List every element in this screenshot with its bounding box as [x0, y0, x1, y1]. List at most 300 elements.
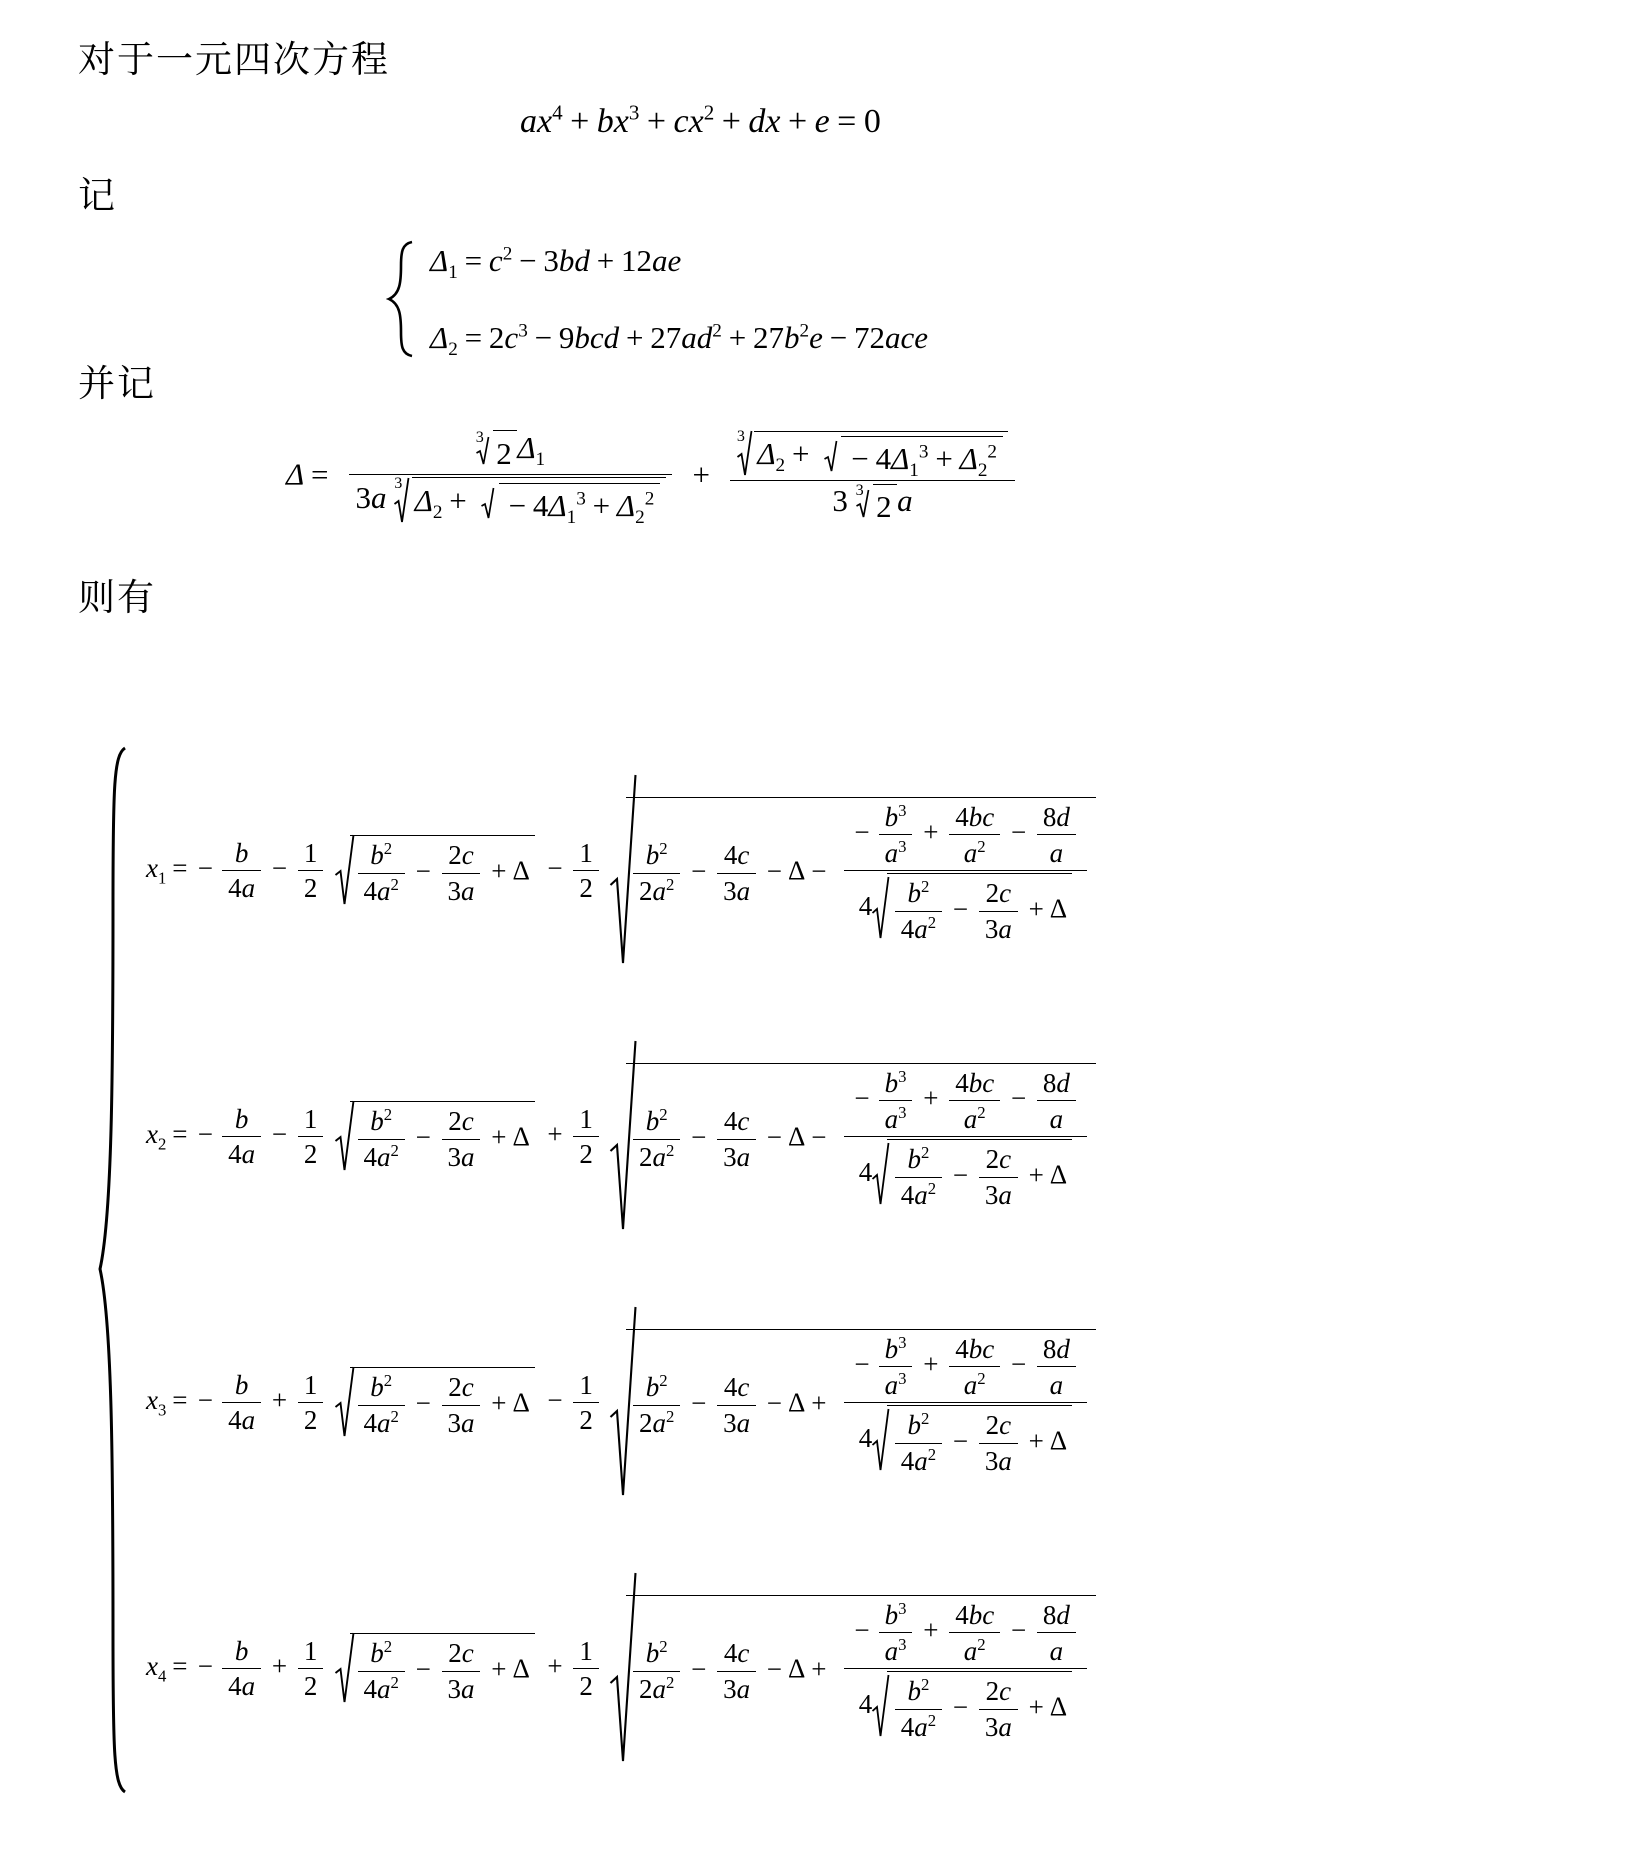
- numerator-b: b: [234, 1635, 249, 1666]
- numerator-2c: 2c: [985, 1410, 1012, 1441]
- numerator-b2: $b^2$: [645, 1370, 668, 1402]
- minus-sign: −: [952, 1691, 969, 1722]
- minus-sign: −: [851, 441, 869, 477]
- coef-a: a: [520, 103, 537, 140]
- denominator-a2: $a^2$: [949, 834, 1000, 868]
- sqrt-expression-B: [610, 1039, 1096, 1235]
- b2-over-4a2: [353, 1106, 410, 1173]
- exp-3: 3: [576, 489, 586, 511]
- minus-sign: −: [854, 1083, 870, 1114]
- denominator-4a2: $4a^2$: [358, 1671, 405, 1705]
- roots-rows: [130, 745, 1096, 1795]
- numerator-b2: $b^2$: [645, 1104, 668, 1136]
- minus-sign: −: [854, 1349, 870, 1380]
- numerator-b2: $b^2$: [907, 1675, 930, 1707]
- sqrt-expression-A-nested: [872, 1671, 1072, 1743]
- b-over-4a: [217, 1636, 266, 1703]
- numerator-b2: $b^2$: [907, 1409, 930, 1441]
- left-brace-icon: [96, 745, 130, 1795]
- numerator-1: 1: [303, 1369, 318, 1400]
- term-e: e: [667, 242, 682, 278]
- denominator-3a: 3a: [979, 1177, 1018, 1211]
- coef-4: 4: [875, 441, 892, 477]
- 2c-over-3a: [974, 878, 1023, 945]
- minus-sign: −: [952, 1159, 969, 1190]
- radical-sign-icon: [824, 440, 841, 474]
- delta2-symbol: Δ: [757, 435, 776, 471]
- denominator-2a2: $2a^2$: [633, 1405, 680, 1439]
- delta-term2-denominator: [730, 480, 1015, 525]
- minus-sign: −: [952, 1425, 969, 1456]
- numerator-2c: 2c: [448, 840, 474, 870]
- 2c-over-3a: [437, 1638, 486, 1705]
- coef-3: 3: [832, 483, 848, 519]
- coef-4: 4: [858, 1157, 873, 1188]
- denominator-3a: 3a: [442, 1671, 481, 1705]
- delta-symbol: Δ: [787, 1121, 806, 1152]
- denominator-4a2: $4a^2$: [895, 1443, 942, 1477]
- sqrt-expression-B: [610, 1571, 1096, 1767]
- root-subscript: 4: [157, 1666, 167, 1686]
- 2c-over-3a: [437, 1372, 486, 1439]
- radical-sign-icon: [872, 876, 887, 942]
- denominator-2: 2: [298, 1402, 323, 1436]
- note-ji: 记: [78, 174, 117, 217]
- term-c: c: [488, 242, 503, 278]
- minus-sign: −: [766, 1653, 783, 1684]
- b-over-4a: [217, 1370, 266, 1437]
- denominator-4a2: $4a^2$: [358, 1139, 405, 1173]
- root-subscript: 2: [157, 1134, 167, 1154]
- 8d-over-a: [1032, 802, 1081, 869]
- numerator-1: 1: [579, 837, 593, 868]
- radicand-A-nested: [887, 1139, 1072, 1211]
- tail-denominator: [844, 870, 1087, 945]
- denominator-3a: 3a: [979, 1709, 1018, 1743]
- numerator-b2: $b^2$: [907, 1143, 930, 1175]
- denominator-3a: 3a: [717, 1139, 756, 1173]
- radicand-A: [350, 835, 535, 907]
- numerator-4bc: 4bc: [955, 1333, 995, 1364]
- radical-sign-icon: [872, 1408, 887, 1474]
- numerator-b2: $b^2$: [370, 1105, 393, 1136]
- radicand-A-nested: [887, 1671, 1072, 1743]
- delta2-subscript: 2: [448, 338, 458, 360]
- radicand: 2: [873, 484, 897, 525]
- plus-sign: +: [491, 1653, 507, 1684]
- delta2-symbol: Δ: [430, 319, 449, 355]
- tail-numerator: [844, 1334, 1087, 1402]
- delta2-subscript: 2: [775, 455, 786, 477]
- denominator-4a: 4a: [222, 870, 261, 904]
- 4c-over-3a: [712, 840, 761, 907]
- sqrt-expression-A-nested: [872, 1405, 1072, 1477]
- delta-symbol: Δ: [787, 1387, 806, 1418]
- plus-sign: +: [491, 855, 507, 886]
- b2-over-2a2: [628, 840, 685, 907]
- root-equation-x2: [146, 1031, 1096, 1243]
- coef-4: 4: [858, 891, 873, 922]
- delta2-symbol: Δ: [959, 441, 978, 477]
- numerator-b3: $b^3$: [884, 1066, 907, 1098]
- equals-sign: =: [464, 242, 483, 278]
- 2c-over-3a: [974, 1410, 1023, 1477]
- sign-before-radB: +: [547, 1119, 563, 1150]
- coef-e: e: [814, 103, 830, 140]
- coef-27b: 27: [753, 319, 784, 355]
- numerator-4bc: 4bc: [955, 801, 995, 832]
- numerator-b: b: [234, 1103, 249, 1134]
- delta-symbol: Δ: [512, 855, 530, 886]
- b-over-4a: [217, 838, 266, 905]
- 2c-over-3a: [437, 840, 486, 907]
- denominator-a: a: [1037, 1366, 1076, 1400]
- cube-root-2: [856, 483, 898, 525]
- exp-2: 2: [502, 243, 513, 265]
- sign-before-radA: −: [271, 853, 288, 884]
- coef-b: b: [596, 103, 614, 140]
- denominator-2: 2: [573, 870, 598, 904]
- numerator-2c: 2c: [985, 878, 1012, 909]
- denominator-a: a: [1037, 1632, 1076, 1666]
- sqrt-expression-A: [335, 1366, 535, 1440]
- coef-9: 9: [558, 319, 575, 355]
- minus-sign: −: [1010, 1615, 1027, 1646]
- intro-text: 对于一元四次方程: [78, 38, 390, 81]
- denominator-4a: 4a: [222, 1668, 261, 1702]
- plus-sign: +: [935, 441, 953, 477]
- plus-sign: +: [721, 103, 741, 140]
- root-var: x: [146, 1119, 158, 1150]
- b2-over-2a2: [628, 1106, 685, 1173]
- denominator-a3: $a^3$: [879, 1366, 913, 1400]
- minus-sign: −: [854, 817, 870, 848]
- denominator-2a2: $2a^2$: [633, 1671, 680, 1705]
- root-index-3: 3: [736, 428, 745, 446]
- radical-sign-icon: [335, 1100, 350, 1174]
- radicand-inner-expression: [754, 431, 1008, 482]
- rhs-zero: 0: [863, 103, 881, 140]
- denominator-4a: 4a: [222, 1402, 261, 1436]
- delta-term2-fraction: [725, 430, 1021, 525]
- radical-sign-icon: [335, 1366, 350, 1440]
- var-x: x: [688, 103, 704, 140]
- denominator-a: a: [1037, 834, 1076, 868]
- tail-fraction: [839, 802, 1091, 945]
- delta-symbol: Δ: [512, 1387, 530, 1418]
- b2-over-4a2: [890, 1676, 947, 1743]
- exp-2: 2: [644, 489, 655, 511]
- radicand-B: [626, 1329, 1097, 1477]
- denominator-a2: $a^2$: [949, 1100, 1000, 1134]
- one-half: [569, 1370, 604, 1437]
- plus-sign: +: [1028, 1159, 1044, 1190]
- numerator-2c: 2c: [985, 1144, 1012, 1175]
- equals-sign: =: [464, 319, 483, 355]
- minus-sign: −: [829, 319, 848, 355]
- radicand-B: [626, 797, 1097, 945]
- minus-sign: −: [508, 488, 527, 524]
- radicand-A: [350, 1101, 535, 1173]
- term-d: d: [603, 319, 620, 355]
- sign-before-tail: −: [811, 855, 827, 886]
- delta2-equation: [430, 302, 929, 360]
- plus-sign: +: [596, 242, 615, 278]
- tail-fraction: [839, 1334, 1091, 1477]
- exp-2: 2: [987, 442, 998, 464]
- note-zeyou: 则有: [78, 576, 156, 619]
- sqrt-expression-A: [335, 1632, 535, 1706]
- sign-before-radB: −: [547, 853, 563, 884]
- radicand-A-nested: [887, 873, 1072, 945]
- numerator-1: 1: [303, 1103, 318, 1134]
- numerator-b2: $b^2$: [907, 877, 930, 909]
- numerator-4bc: 4bc: [955, 1599, 995, 1630]
- numerator-b2: $b^2$: [370, 1371, 393, 1402]
- minus-sign: −: [766, 1121, 783, 1152]
- 4bc-over-a2: [944, 1068, 1005, 1135]
- denominator-4a2: $4a^2$: [358, 873, 405, 907]
- var-a: a: [897, 483, 913, 519]
- minus-sign: −: [691, 1387, 707, 1418]
- denominator-3a: 3a: [442, 1139, 481, 1173]
- 8d-over-a: [1032, 1068, 1081, 1135]
- delta1-subscript: 1: [535, 449, 546, 471]
- 4bc-over-a2: [944, 1600, 1005, 1667]
- plus-sign: +: [625, 319, 644, 355]
- 4c-over-3a: [712, 1372, 761, 1439]
- minus-sign: −: [691, 855, 707, 886]
- delta2-subscript: 2: [977, 460, 988, 482]
- exp-3: 3: [628, 100, 640, 125]
- minus-sign: −: [766, 1387, 783, 1418]
- delta-symbol: Δ: [787, 855, 806, 886]
- tail-denominator: [844, 1668, 1087, 1743]
- plus-sign: +: [923, 817, 939, 848]
- radicand: 2: [493, 430, 517, 471]
- denominator-a: a: [1037, 1100, 1076, 1134]
- note-bingji: 并记: [78, 362, 156, 405]
- numerator-2c: 2c: [448, 1106, 474, 1136]
- delta-definition: [286, 428, 1021, 529]
- radical-sign-icon: [610, 1305, 625, 1501]
- one-half: [293, 1370, 328, 1437]
- tail-numerator: [844, 1068, 1087, 1136]
- numerator-2c: 2c: [985, 1676, 1012, 1707]
- radicand-expression: [499, 483, 660, 529]
- tail-denominator: [844, 1136, 1087, 1211]
- minus-sign: −: [1010, 1083, 1027, 1114]
- one-half: [569, 1636, 604, 1703]
- delta-term1-numerator: [349, 430, 673, 474]
- var-x: x: [613, 103, 629, 140]
- b3-over-a3: [874, 1068, 917, 1135]
- 4c-over-3a: [712, 1638, 761, 1705]
- cube-root-inner: [394, 475, 665, 529]
- radicand-B: [626, 1595, 1097, 1743]
- numerator-b: b: [234, 837, 249, 868]
- sign-before-radA: +: [271, 1651, 288, 1682]
- numerator-4c: 4c: [723, 1637, 750, 1668]
- sign-before-radB: +: [547, 1651, 563, 1682]
- root-var: x: [146, 1385, 158, 1416]
- plus-sign: +: [791, 435, 810, 471]
- plus-sign: +: [491, 1121, 507, 1152]
- minus-sign: −: [415, 1121, 431, 1152]
- radical-sign-icon: [610, 1571, 625, 1767]
- plus-sign: +: [1028, 1425, 1044, 1456]
- var-x: x: [765, 103, 781, 140]
- coef-3: 3: [355, 480, 371, 516]
- 8d-over-a: [1032, 1334, 1081, 1401]
- one-half: [293, 1636, 328, 1703]
- 2c-over-3a: [437, 1106, 486, 1173]
- numerator-2c: 2c: [448, 1372, 474, 1402]
- b2-over-2a2: [628, 1638, 685, 1705]
- tail-numerator: [844, 802, 1087, 870]
- b3-over-a3: [874, 1334, 917, 1401]
- term-d: d: [696, 319, 713, 355]
- radical-sign-icon: [610, 773, 625, 969]
- plus-sign: +: [449, 482, 467, 518]
- b2-over-4a2: [353, 1372, 410, 1439]
- denominator-3a: 3a: [442, 873, 481, 907]
- numerator-1: 1: [579, 1635, 593, 1666]
- term-c: c: [504, 319, 519, 355]
- one-half: [569, 838, 604, 905]
- denominator-3a: 3a: [979, 911, 1018, 945]
- coef-3: 3: [543, 242, 559, 278]
- b3-over-a3: [874, 802, 917, 869]
- denominator-2: 2: [298, 1668, 323, 1702]
- denominator-a3: $a^3$: [879, 834, 913, 868]
- delta2-symbol: Δ: [616, 488, 636, 524]
- numerator-1: 1: [579, 1103, 593, 1134]
- var-x: x: [537, 103, 553, 140]
- term-e: e: [809, 319, 823, 355]
- radical-sign-icon: [335, 1632, 350, 1706]
- delta-symbol: Δ: [1049, 1691, 1068, 1722]
- sqrt-expression-A: [335, 834, 535, 908]
- root-index-3: 3: [475, 428, 484, 446]
- exp-3: 3: [918, 442, 929, 464]
- delta-symbol: Δ: [1049, 1159, 1068, 1190]
- numerator-4c: 4c: [723, 839, 750, 870]
- exp-3: 3: [518, 320, 528, 342]
- b2-over-4a2: [890, 878, 947, 945]
- numerator-b3: $b^3$: [884, 800, 907, 832]
- term-e: e: [914, 319, 929, 355]
- numerator-b2: $b^2$: [370, 1637, 393, 1668]
- plus-sign: +: [692, 456, 710, 492]
- denominator-3a: 3a: [979, 1443, 1018, 1477]
- coef-4: 4: [532, 488, 549, 524]
- root-subscript: 3: [157, 1400, 167, 1420]
- numerator-4c: 4c: [723, 1105, 750, 1136]
- sqrt-expression-A-nested: [872, 873, 1072, 945]
- denominator-2: 2: [573, 1402, 598, 1436]
- delta1-subscript: 1: [909, 460, 919, 482]
- radicand-A: [350, 1367, 535, 1439]
- root-var: x: [146, 1651, 158, 1682]
- exp-2: 2: [703, 100, 715, 125]
- denominator-3a: 3a: [442, 1405, 481, 1439]
- delta-symbol: Δ: [512, 1653, 530, 1684]
- leading-minus: −: [197, 1119, 214, 1150]
- delta-symbol: Δ: [512, 1121, 530, 1152]
- equals-sign: =: [172, 853, 188, 884]
- minus-sign: −: [691, 1121, 707, 1152]
- 4bc-over-a2: [944, 802, 1005, 869]
- radical-sign-icon: [872, 1142, 887, 1208]
- numerator-8d: 8d: [1042, 1333, 1070, 1364]
- b2-over-4a2: [353, 1638, 410, 1705]
- delta1-subscript: 1: [448, 261, 458, 283]
- term-b: b: [574, 319, 590, 355]
- sign-before-radB: −: [547, 1385, 563, 1416]
- root-subscript: 1: [157, 868, 167, 888]
- delta1-subscript: 1: [566, 507, 577, 529]
- tail-numerator: [844, 1600, 1087, 1668]
- coef-c: c: [673, 103, 689, 140]
- 4bc-over-a2: [944, 1334, 1005, 1401]
- term-b: b: [558, 242, 575, 278]
- denominator-2: 2: [573, 1136, 598, 1170]
- sqrt-discriminant: [824, 436, 1003, 482]
- equals-sign: =: [172, 1119, 188, 1150]
- 2c-over-3a: [974, 1144, 1023, 1211]
- leading-minus: −: [197, 1385, 214, 1416]
- delta-term1-denominator: [349, 474, 673, 529]
- denominator-a3: $a^3$: [879, 1632, 913, 1666]
- minus-sign: −: [1010, 817, 1027, 848]
- denominator-4a2: $4a^2$: [895, 1709, 942, 1743]
- delta-symbol: Δ: [787, 1653, 806, 1684]
- coef-4: 4: [858, 1689, 873, 1720]
- denominator-a2: $a^2$: [949, 1366, 1000, 1400]
- exp-2: 2: [799, 320, 810, 342]
- delta1-symbol: Δ: [891, 441, 910, 477]
- numerator-4c: 4c: [723, 1371, 750, 1402]
- radicand-expression: [841, 436, 1002, 482]
- sqrt-expression-A-nested: [872, 1139, 1072, 1211]
- denominator-a2: $a^2$: [949, 1632, 1000, 1666]
- numerator-b2: $b^2$: [645, 838, 668, 870]
- sign-before-tail: +: [811, 1387, 827, 1418]
- term-a: a: [652, 242, 668, 278]
- term-c: c: [900, 319, 915, 355]
- tail-denominator: [844, 1402, 1087, 1477]
- radical-sign-icon: [481, 487, 498, 521]
- radicand-A: [350, 1633, 535, 1705]
- minus-sign: −: [854, 1615, 870, 1646]
- numerator-4bc: 4bc: [955, 1067, 995, 1098]
- plus-sign: +: [1028, 893, 1044, 924]
- numerator-b: b: [234, 1369, 249, 1400]
- minus-sign: −: [415, 1653, 431, 1684]
- sqrt-expression-B: [610, 773, 1096, 969]
- radicand-A-nested: [887, 1405, 1072, 1477]
- b-over-4a: [217, 1104, 266, 1171]
- cube-root-2: [476, 430, 518, 472]
- discriminant-system: [386, 240, 928, 358]
- b2-over-4a2: [353, 840, 410, 907]
- numerator-8d: 8d: [1042, 801, 1070, 832]
- coef-72: 72: [853, 319, 885, 355]
- coef-12: 12: [621, 242, 653, 278]
- exp-2: 2: [712, 320, 722, 342]
- delta-symbol: Δ: [1049, 1425, 1068, 1456]
